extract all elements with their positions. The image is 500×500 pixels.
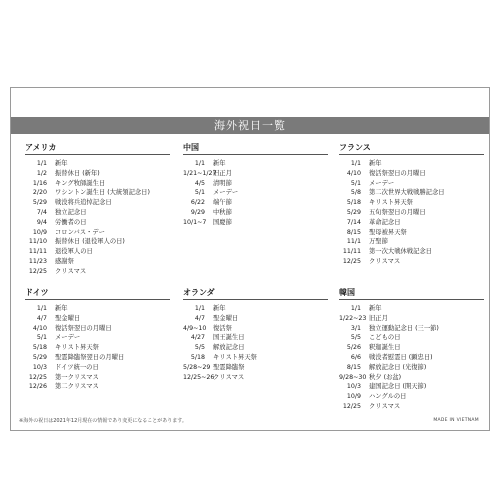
holiday-row — [339, 257, 484, 267]
holiday-name: 建国記念日 (開天節) — [369, 383, 427, 391]
holiday-name: 旧正月 — [213, 169, 232, 177]
holiday-name: 戦没将兵追悼記念日 — [55, 199, 112, 207]
holiday-name: 新年 — [213, 305, 226, 312]
holiday-date: 9/4 — [36, 218, 47, 226]
holiday-date: 1/1 — [36, 305, 47, 312]
holiday-list — [183, 159, 328, 228]
holiday-row — [25, 324, 170, 334]
holiday-row — [339, 314, 484, 324]
holiday-name: 国慶節 — [213, 218, 232, 226]
holiday-row — [25, 188, 170, 198]
holiday-row — [183, 373, 328, 383]
holiday-date: 8/15 — [346, 228, 361, 236]
holiday-date: 8/15 — [346, 363, 361, 371]
holiday-name: 解放記念日 — [213, 344, 245, 352]
holiday-name: 秋夕 (お盆) — [369, 373, 402, 381]
holiday-date: 5/1 — [36, 334, 47, 342]
holiday-row — [183, 188, 328, 198]
holiday-name: 聖金曜日 — [213, 314, 239, 322]
holiday-row — [339, 402, 484, 412]
holiday-row — [25, 237, 170, 247]
holiday-name: 国王誕生日 — [213, 334, 245, 342]
holiday-row — [183, 333, 328, 343]
holiday-date: 5/29 — [32, 353, 47, 361]
holiday-row — [183, 169, 328, 179]
holiday-row — [339, 218, 484, 228]
holiday-date: 5/28~29 — [183, 363, 211, 371]
holiday-name: 復活祭翌日の月曜日 — [55, 324, 112, 332]
holiday-name: 第二次世界大戦戦勝記念日 — [369, 189, 445, 197]
holiday-name: 振替休日 (新年) — [55, 169, 100, 177]
holiday-row — [183, 179, 328, 189]
holiday-row — [25, 198, 170, 208]
holiday-row — [339, 353, 484, 363]
country-heading: オランダ — [183, 287, 328, 300]
holiday-date: 11/23 — [28, 257, 47, 265]
holiday-row — [339, 188, 484, 198]
holiday-date: 11/11 — [342, 248, 361, 256]
holiday-name: 聖霊降臨祭 — [213, 363, 245, 371]
holiday-row — [25, 179, 170, 189]
holiday-name: メーデー — [55, 334, 81, 342]
holiday-row — [183, 363, 328, 373]
holiday-name: メーデー — [213, 189, 239, 197]
holiday-date: 5/18 — [346, 199, 361, 207]
holiday-date: 5/18 — [190, 353, 205, 361]
holiday-date: 12/26 — [28, 383, 47, 391]
holiday-date: 5/5 — [350, 334, 361, 342]
section-france — [339, 142, 484, 267]
holiday-date: 4/7 — [194, 314, 205, 322]
holiday-date: 4/27 — [190, 334, 205, 342]
holiday-name: 聖母被昇天祭 — [369, 228, 407, 236]
holiday-date: 12/25~26 — [183, 373, 215, 381]
section-china — [183, 142, 328, 228]
holiday-row — [183, 208, 328, 218]
holiday-date: 1/1 — [36, 160, 47, 167]
holiday-name: 退役軍人の日 — [55, 248, 93, 256]
section-netherlands — [183, 287, 328, 382]
holiday-date: 1/2 — [36, 169, 47, 177]
holiday-row — [339, 208, 484, 218]
holiday-row — [25, 257, 170, 267]
holiday-date: 12/25 — [342, 402, 361, 410]
holiday-row — [183, 304, 328, 314]
section-usa — [25, 142, 170, 277]
holiday-date: 1/22~23 — [339, 314, 367, 322]
holiday-date: 9/28~30 — [339, 373, 367, 381]
holiday-date: 10/9 — [32, 228, 47, 236]
holiday-list — [183, 304, 328, 382]
holiday-name: キリスト昇天祭 — [369, 199, 413, 207]
holiday-name: 端午節 — [213, 199, 232, 207]
holiday-date: 5/8 — [350, 189, 361, 197]
holiday-row — [25, 159, 170, 169]
holiday-name: クリスマス — [369, 257, 401, 265]
holiday-row — [339, 169, 484, 179]
holiday-date: 4/7 — [36, 314, 47, 322]
holiday-date: 5/29 — [32, 199, 47, 207]
holiday-name: 新年 — [55, 305, 68, 312]
holiday-name: 独立運動記念日 (三一節) — [369, 324, 439, 332]
holiday-row — [183, 314, 328, 324]
holiday-list — [25, 304, 170, 392]
holiday-name: キリスト昇天祭 — [55, 344, 99, 352]
holiday-date: 10/3 — [32, 363, 47, 371]
holiday-date: 1/1 — [350, 160, 361, 167]
holiday-row — [339, 382, 484, 392]
holiday-list — [339, 159, 484, 267]
country-heading: フランス — [339, 142, 484, 155]
holiday-name: 復活祭 — [213, 324, 232, 332]
holiday-row — [25, 363, 170, 373]
holiday-name: 旧正月 — [369, 314, 388, 322]
holiday-row — [339, 363, 484, 373]
holiday-name: こどもの日 — [369, 334, 401, 342]
holiday-name: 第一次大戦休戦記念日 — [369, 248, 432, 256]
holiday-date: 3/1 — [350, 324, 361, 332]
holiday-name: 聖霊降臨祭翌日の月曜日 — [55, 353, 125, 361]
holiday-row — [25, 304, 170, 314]
holiday-date: 2/20 — [32, 189, 47, 197]
holiday-name: 新年 — [369, 160, 382, 167]
holiday-name: クリスマス — [55, 267, 87, 275]
holiday-name: ハングルの日 — [369, 393, 407, 401]
holiday-row — [25, 267, 170, 277]
holiday-row — [339, 333, 484, 343]
holiday-name: 聖金曜日 — [55, 314, 81, 322]
holiday-row — [183, 218, 328, 228]
holiday-name: 振替休日 (退役軍人の日) — [55, 238, 125, 246]
holiday-row — [339, 159, 484, 169]
holiday-date: 7/4 — [36, 208, 47, 216]
holiday-date: 12/25 — [28, 373, 47, 381]
holiday-name: キング牧師誕生日 — [55, 179, 106, 187]
country-heading: 韓国 — [339, 287, 484, 300]
holiday-name: 解放記念日 (光復節) — [369, 363, 427, 371]
holiday-name: 中秋節 — [213, 208, 232, 216]
holiday-row — [339, 324, 484, 334]
holiday-date: 10/3 — [346, 383, 361, 391]
holiday-date: 5/1 — [194, 189, 205, 197]
holiday-date: 12/25 — [342, 257, 361, 265]
holiday-name: 独立記念日 — [55, 208, 87, 216]
holiday-date: 5/18 — [32, 344, 47, 352]
country-heading: アメリカ — [25, 142, 170, 155]
holiday-date: 5/26 — [346, 344, 361, 352]
holiday-date: 1/16 — [32, 179, 47, 187]
holiday-row — [25, 218, 170, 228]
holiday-row — [183, 353, 328, 363]
holiday-date: 1/1 — [194, 160, 205, 167]
holiday-name: ワシントン誕生日 (大統領記念日) — [55, 189, 150, 197]
holiday-date: 4/10 — [32, 324, 47, 332]
holiday-name: クリスマス — [213, 373, 245, 381]
holiday-row — [339, 198, 484, 208]
holiday-row — [183, 343, 328, 353]
holiday-row — [339, 392, 484, 402]
holiday-date: 5/1 — [350, 179, 361, 187]
holiday-date: 9/29 — [190, 208, 205, 216]
holiday-name: 戦没者慰霊日 (顕忠日) — [369, 353, 433, 361]
holiday-row — [339, 247, 484, 257]
holiday-row — [339, 237, 484, 247]
holiday-name: 新年 — [369, 305, 382, 312]
holiday-name: 復活祭翌日の月曜日 — [369, 169, 426, 177]
holiday-date: 5/5 — [194, 344, 205, 352]
holiday-name: 釈迦誕生日 — [369, 344, 401, 352]
holiday-name: キリスト昇天祭 — [213, 353, 257, 361]
holiday-name: 労働者の日 — [55, 218, 87, 226]
holiday-row — [25, 373, 170, 383]
holiday-date: 10/9 — [346, 393, 361, 401]
holiday-name: ドイツ統一の日 — [55, 363, 99, 371]
holiday-date: 4/9~10 — [183, 324, 207, 332]
holiday-row — [183, 198, 328, 208]
holiday-name: 五旬祭翌日の月曜日 — [369, 208, 426, 216]
section-korea — [339, 287, 484, 412]
holiday-name: 革命記念日 — [369, 218, 401, 226]
holiday-name: クリスマス — [369, 402, 401, 410]
holiday-row — [183, 324, 328, 334]
holiday-row — [25, 333, 170, 343]
holiday-date: 11/11 — [28, 248, 47, 256]
holiday-name: 清明節 — [213, 179, 232, 187]
holiday-name: 万聖節 — [369, 238, 388, 246]
holiday-row — [25, 314, 170, 324]
holiday-name: 第一クリスマス — [55, 373, 99, 381]
holiday-name: 感謝祭 — [55, 257, 74, 265]
holiday-date: 7/14 — [346, 218, 361, 226]
holiday-name: コロンバス・デー — [55, 228, 105, 236]
page-title: 海外祝日一覧 — [11, 117, 489, 134]
holiday-name: 新年 — [55, 160, 68, 167]
holiday-row — [339, 373, 484, 383]
holiday-name: メーデー — [369, 179, 395, 187]
holiday-list — [25, 159, 170, 277]
country-heading: ドイツ — [25, 287, 170, 300]
holiday-row — [339, 179, 484, 189]
holiday-date: 6/22 — [190, 199, 205, 207]
made-in-label: MADE IN VIETNAM — [433, 418, 479, 423]
holiday-date: 5/29 — [346, 208, 361, 216]
country-heading: 中国 — [183, 142, 328, 155]
holiday-date: 4/5 — [194, 179, 205, 187]
holiday-list — [339, 304, 484, 412]
holiday-row — [25, 343, 170, 353]
holiday-row — [183, 159, 328, 169]
holiday-date: 1/1 — [350, 305, 361, 312]
holiday-row — [25, 247, 170, 257]
holiday-date: 6/6 — [350, 353, 361, 361]
holiday-row — [25, 353, 170, 363]
holiday-row — [25, 382, 170, 392]
footnote: ※海外の祝日は2021年12月現在の情報であり変更になることがあります。 — [19, 418, 187, 424]
holiday-name: 第二クリスマス — [55, 383, 99, 391]
holiday-date: 1/1 — [194, 305, 205, 312]
holiday-date: 4/10 — [346, 169, 361, 177]
holiday-date: 11/10 — [28, 238, 47, 246]
holiday-row — [25, 208, 170, 218]
holiday-row — [339, 228, 484, 238]
holiday-date: 11/1 — [346, 238, 361, 246]
holiday-row — [339, 343, 484, 353]
holiday-name: 新年 — [213, 160, 226, 167]
holiday-date: 12/25 — [28, 267, 47, 275]
holiday-row — [25, 228, 170, 238]
holiday-row — [339, 304, 484, 314]
holiday-row — [25, 169, 170, 179]
holiday-date: 10/1~7 — [183, 218, 207, 226]
holiday-date: 1/21~1/27 — [183, 169, 217, 177]
holiday-list-page — [10, 87, 490, 431]
section-germany — [25, 287, 170, 392]
